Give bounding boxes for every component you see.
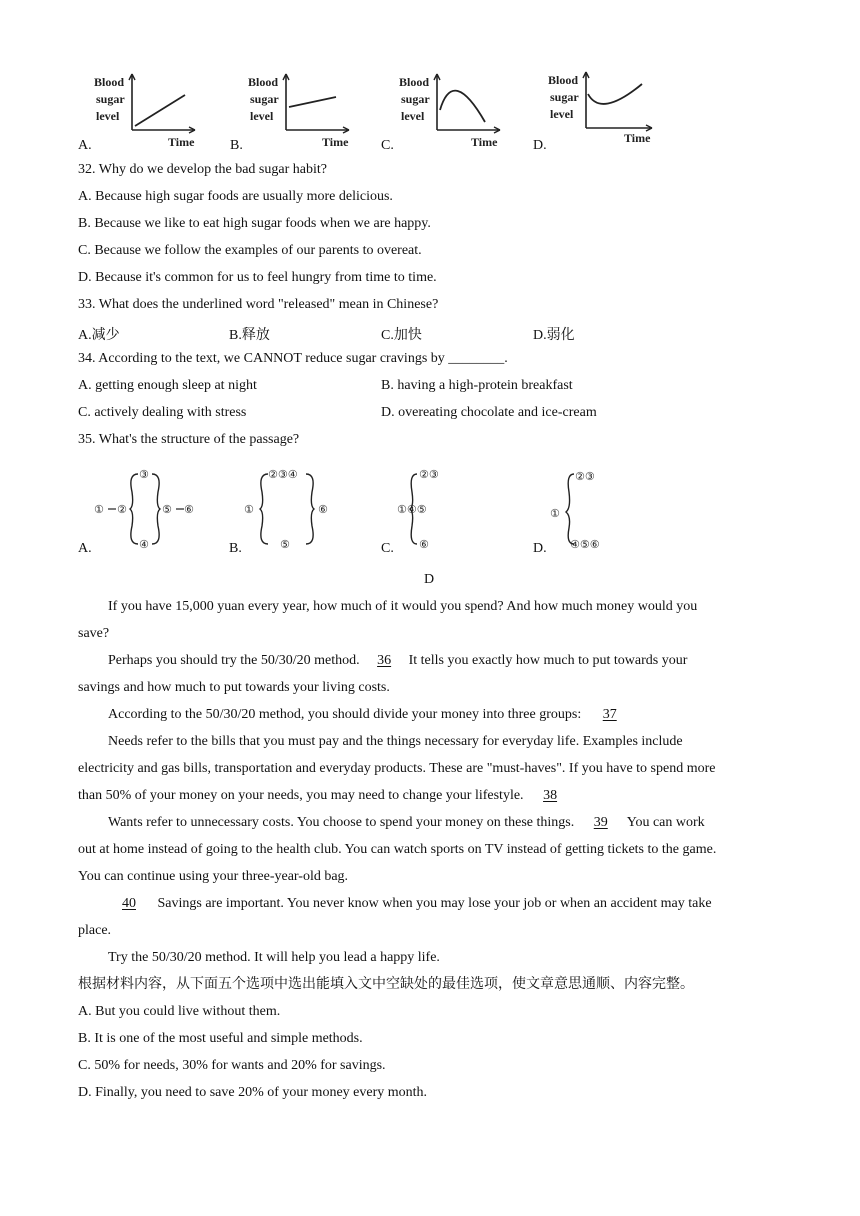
q32-option-d: D. Because it's common for us to feel hungry from time to time. bbox=[78, 270, 437, 285]
passage-p1-line1: If you have 15,000 yuan every year, how much of it would you spend? And how much money would you bbox=[108, 599, 698, 614]
passage-p3-pre: According to the 50/30/20 method, you should divide your money into three groups: bbox=[108, 707, 582, 722]
passage-p6-line1 bbox=[108, 896, 712, 912]
blank-37[interactable]: 37 bbox=[602, 707, 617, 722]
graph-c bbox=[395, 70, 515, 155]
structure-d-node-1: ① bbox=[550, 508, 560, 520]
q34-stem: 34. According to the text, we CANNOT reduce sugar cravings by ________. bbox=[78, 351, 508, 366]
structure-d-bottom: ④⑤⑥ bbox=[570, 539, 600, 551]
instruction-text: 根据材料内容，从下面五个选项中选出能填入文中空缺处的最佳选项，使文章意思通顺、内容完整。 bbox=[78, 977, 694, 992]
graph-a-curve bbox=[135, 95, 185, 126]
graph-b-option: B. bbox=[230, 138, 243, 153]
q32-option-a: A. Because high sugar foods are usually more delicious. bbox=[78, 189, 393, 204]
graph-b-xlabel: Time bbox=[322, 135, 349, 149]
blank-39[interactable]: 39 bbox=[593, 815, 608, 830]
structure-c-node-6: ⑥ bbox=[419, 539, 429, 551]
graph-c-curve bbox=[440, 91, 485, 122]
graph-d-ylabel-2: sugar bbox=[550, 90, 579, 104]
graph-c-ylabel-3: level bbox=[401, 109, 425, 123]
choice-d: D. Finally, you need to save 20% of your money every month. bbox=[78, 1085, 428, 1100]
passage-p2-line2: savings and how much to put towards your living costs. bbox=[78, 680, 390, 695]
structure-c-option: C. bbox=[381, 541, 394, 556]
graph-a bbox=[90, 70, 210, 155]
structure-d bbox=[548, 462, 638, 554]
graph-c-ylabel-2: sugar bbox=[401, 92, 430, 106]
graph-c-option: C. bbox=[381, 138, 394, 153]
passage-p4-line2: electricity and gas bills, transportation and everyday products. These are "must-haves". If you have to spend more bbox=[78, 761, 716, 776]
graph-a-option: A. bbox=[78, 138, 92, 153]
blank-40[interactable]: 40 bbox=[122, 896, 136, 911]
structure-c-top: ②③ bbox=[419, 469, 439, 481]
graph-d-xlabel: Time bbox=[624, 131, 651, 145]
graph-d-option: D. bbox=[533, 138, 547, 153]
structure-b-option: B. bbox=[229, 541, 242, 556]
structure-a-node-6: ⑥ bbox=[184, 504, 194, 516]
passage-p1-line2: save? bbox=[78, 626, 110, 641]
passage-p2-post: It tells you exactly how much to put towards your bbox=[408, 653, 688, 668]
graph-b-plot bbox=[244, 70, 364, 150]
q35-stem: 35. What's the structure of the passage? bbox=[78, 432, 300, 447]
section-heading: D bbox=[424, 572, 435, 587]
q34-option-c: C. actively dealing with stress bbox=[78, 405, 247, 420]
structure-a-node-4: ④ bbox=[139, 539, 149, 551]
passage-p2-pre: Perhaps you should try the 50/30/20 method. bbox=[108, 653, 360, 668]
structure-a-node-5: ⑤ bbox=[162, 504, 172, 516]
graph-a-ylabel-2: sugar bbox=[96, 92, 125, 106]
graph-a-ylabel-3: level bbox=[96, 109, 120, 123]
graph-b-ylabel-2: sugar bbox=[250, 92, 279, 106]
graph-d-curve bbox=[588, 84, 642, 104]
q34-option-b: B. having a high-protein breakfast bbox=[381, 378, 573, 393]
blank-38[interactable]: 38 bbox=[543, 788, 558, 803]
graph-d-plot bbox=[546, 68, 666, 148]
graph-a-plot bbox=[90, 70, 210, 150]
structure-a-node-3: ③ bbox=[139, 469, 149, 481]
structure-c bbox=[395, 462, 475, 554]
graph-b-ylabel-3: level bbox=[250, 109, 274, 123]
structure-b-node-5: ⑤ bbox=[280, 539, 290, 551]
q33-option-c: C.加快 bbox=[381, 328, 422, 343]
passage-p2-line1 bbox=[108, 653, 687, 669]
passage-p5-line1 bbox=[108, 815, 705, 831]
q32-stem: 32. Why do we develop the bad sugar habit? bbox=[78, 162, 327, 177]
graph-c-ylabel-1: Blood bbox=[399, 75, 430, 89]
q33-option-a: A.减少 bbox=[78, 328, 120, 343]
graph-d-ylabel-3: level bbox=[550, 107, 574, 121]
graph-a-ylabel-1: Blood bbox=[94, 75, 125, 89]
structure-a-node-1: ① bbox=[94, 504, 104, 516]
choice-c: C. 50% for needs, 30% for wants and 20% for savings. bbox=[78, 1058, 386, 1073]
structure-b bbox=[242, 462, 342, 554]
structure-c-mid: ①④⑤ bbox=[397, 504, 427, 516]
passage-p5-line3: You can continue using your three-year-old bag. bbox=[78, 869, 349, 884]
q33-stem: 33. What does the underlined word "released" mean in Chinese? bbox=[78, 297, 439, 312]
structure-b-node-6: ⑥ bbox=[318, 504, 328, 516]
q33-option-d: D.弱化 bbox=[533, 328, 575, 343]
q33-option-b: B.释放 bbox=[229, 328, 270, 343]
passage-p7: Try the 50/30/20 method. It will help you lead a happy life. bbox=[108, 950, 440, 965]
structure-a-option: A. bbox=[78, 541, 92, 556]
blank-36[interactable]: 36 bbox=[377, 653, 392, 668]
graph-c-xlabel: Time bbox=[471, 135, 498, 149]
graph-a-xlabel: Time bbox=[168, 135, 195, 149]
structure-a-node-2: ② bbox=[117, 504, 127, 516]
passage-p3 bbox=[108, 707, 635, 723]
structure-d-top: ②③ bbox=[575, 471, 595, 483]
passage-p6-line2: place. bbox=[78, 923, 112, 938]
passage-p4-line1: Needs refer to the bills that you must pay and the things necessary for everyday life. Examples include bbox=[108, 734, 683, 749]
graph-d-ylabel-1: Blood bbox=[548, 73, 579, 87]
graph-c-plot bbox=[395, 70, 515, 150]
passage-p5-line2: out at home instead of going to the health club. You can watch sports on TV instead of getting tickets to the game. bbox=[78, 842, 717, 857]
passage-p5-post: You can work bbox=[626, 815, 705, 830]
graph-b-curve bbox=[289, 97, 336, 107]
q34-option-d: D. overeating chocolate and ice-cream bbox=[381, 405, 597, 420]
q32-option-c: C. Because we follow the examples of our parents to overeat. bbox=[78, 243, 422, 258]
graph-b bbox=[244, 70, 364, 155]
passage-p5-pre: Wants refer to unnecessary costs. You choose to spend your money on these things. bbox=[108, 815, 575, 830]
structure-a bbox=[92, 462, 212, 554]
passage-p6-post: Savings are important. You never know when you may lose your job or when an accident may take bbox=[157, 896, 712, 911]
choice-b: B. It is one of the most useful and simple methods. bbox=[78, 1031, 363, 1046]
structure-b-top: ②③④ bbox=[268, 469, 298, 481]
passage-p4-pre: than 50% of your money on your needs, you may need to change your lifestyle. bbox=[78, 788, 524, 803]
q32-option-b: B. Because we like to eat high sugar foods when we are happy. bbox=[78, 216, 431, 231]
structure-b-node-1: ① bbox=[244, 504, 254, 516]
graph-b-ylabel-1: Blood bbox=[248, 75, 279, 89]
passage-p4-line3 bbox=[78, 788, 573, 804]
q34-option-a: A. getting enough sleep at night bbox=[78, 378, 257, 393]
structure-d-option: D. bbox=[533, 541, 547, 556]
graph-d bbox=[546, 68, 666, 153]
choice-a: A. But you could live without them. bbox=[78, 1004, 281, 1019]
